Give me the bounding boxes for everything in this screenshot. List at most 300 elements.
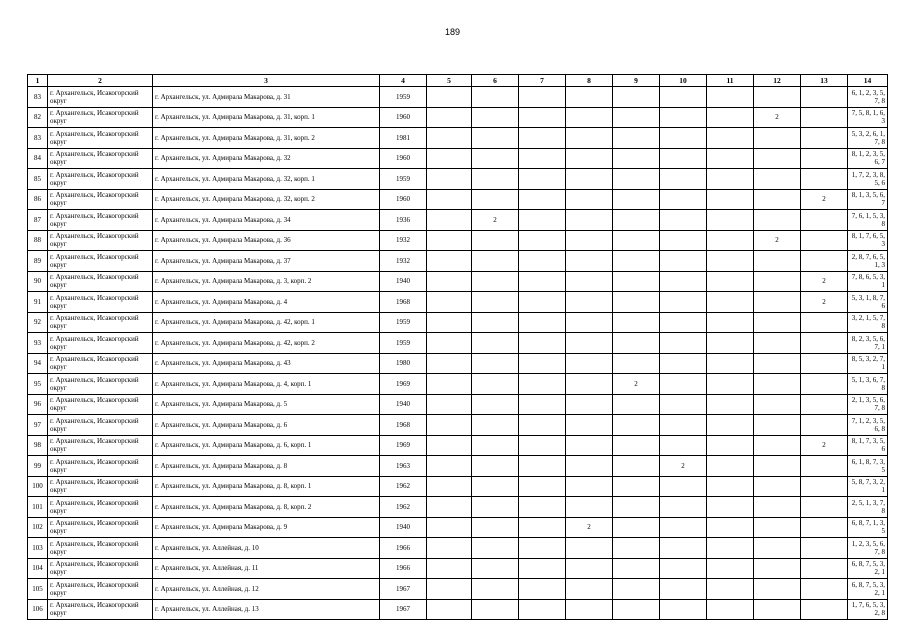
cell-col-10 <box>660 292 707 313</box>
cell-col-8 <box>566 374 613 395</box>
cell-col-13 <box>801 210 848 231</box>
cell-col-11 <box>707 538 754 559</box>
cell-district: г. Архангельск, Исакогорский округ <box>48 374 153 395</box>
table-row <box>28 374 888 395</box>
cell-col-9 <box>613 107 660 128</box>
cell-col-8 <box>566 107 613 128</box>
cell-col-10 <box>660 353 707 374</box>
cell-col-13 <box>801 476 848 497</box>
cell-col-6 <box>472 374 519 395</box>
cell-col-6 <box>472 599 519 620</box>
table-row <box>28 517 888 538</box>
cell-col-10 <box>660 251 707 272</box>
cell-col-8 <box>566 230 613 251</box>
cell-col-12 <box>754 456 801 477</box>
cell-district: г. Архангельск, Исакогорский округ <box>48 230 153 251</box>
cell-col-9 <box>613 251 660 272</box>
cell-row-number: 106 <box>28 599 48 620</box>
cell-row-number: 92 <box>28 312 48 333</box>
cell-col-5 <box>427 169 472 190</box>
cell-col-6 <box>472 251 519 272</box>
cell-col-5 <box>427 333 472 354</box>
cell-district: г. Архангельск, Исакогорский округ <box>48 497 153 518</box>
table-row <box>28 353 888 374</box>
cell-year: 1963 <box>380 456 427 477</box>
cell-col-7 <box>519 333 566 354</box>
cell-row-number: 85 <box>28 169 48 190</box>
cell-col-14: 6, 8, 7, 5, 3, 2, 1 <box>848 558 888 579</box>
cell-col-14: 8, 1, 7, 6, 5, 3 <box>848 230 888 251</box>
cell-col-10 <box>660 148 707 169</box>
cell-col-13 <box>801 599 848 620</box>
cell-col-8 <box>566 312 613 333</box>
cell-address: г. Архангельск, ул. Адмирала Макарова, д. 31 <box>153 87 380 108</box>
cell-col-13 <box>801 538 848 559</box>
cell-col-6 <box>472 107 519 128</box>
cell-col-7 <box>519 169 566 190</box>
table-row <box>28 128 888 149</box>
cell-col-6 <box>472 394 519 415</box>
col-header-12: 12 <box>754 75 801 87</box>
cell-col-14: 2, 5, 1, 3, 7, 8 <box>848 497 888 518</box>
cell-col-13 <box>801 558 848 579</box>
page-number: 189 <box>444 27 461 37</box>
cell-row-number: 96 <box>28 394 48 415</box>
cell-col-10 <box>660 579 707 600</box>
cell-col-5 <box>427 394 472 415</box>
cell-col-11 <box>707 230 754 251</box>
cell-col-6 <box>472 558 519 579</box>
cell-col-7 <box>519 374 566 395</box>
cell-col-11 <box>707 517 754 538</box>
cell-col-10 <box>660 189 707 210</box>
cell-district: г. Архангельск, Исакогорский округ <box>48 517 153 538</box>
cell-col-6 <box>472 271 519 292</box>
cell-col-9 <box>613 210 660 231</box>
cell-row-number: 91 <box>28 292 48 313</box>
cell-address: г. Архангельск, ул. Адмирала Макарова, д. 5 <box>153 394 380 415</box>
cell-col-8 <box>566 476 613 497</box>
cell-col-10 <box>660 599 707 620</box>
col-header-4: 4 <box>380 75 427 87</box>
cell-year: 1967 <box>380 599 427 620</box>
cell-col-12 <box>754 394 801 415</box>
cell-col-9 <box>613 599 660 620</box>
cell-col-10 <box>660 271 707 292</box>
cell-address: г. Архангельск, ул. Адмирала Макарова, д. 31, корп. 2 <box>153 128 380 149</box>
cell-year: 1968 <box>380 415 427 436</box>
cell-col-9 <box>613 271 660 292</box>
cell-col-8 <box>566 169 613 190</box>
cell-col-11 <box>707 107 754 128</box>
table-row <box>28 333 888 354</box>
cell-col-6: 2 <box>472 210 519 231</box>
cell-col-11 <box>707 476 754 497</box>
cell-col-7 <box>519 128 566 149</box>
cell-col-14: 1, 7, 6, 5, 3, 2, 8 <box>848 599 888 620</box>
cell-col-10 <box>660 517 707 538</box>
cell-col-9 <box>613 579 660 600</box>
cell-col-9 <box>613 169 660 190</box>
cell-col-12 <box>754 333 801 354</box>
cell-col-10 <box>660 128 707 149</box>
cell-col-13: 2 <box>801 189 848 210</box>
cell-year: 1966 <box>380 538 427 559</box>
cell-col-5 <box>427 456 472 477</box>
cell-col-12: 2 <box>754 107 801 128</box>
col-header-11: 11 <box>707 75 754 87</box>
cell-address: г. Архангельск, ул. Адмирала Макарова, д. 34 <box>153 210 380 231</box>
table-row <box>28 538 888 559</box>
cell-col-8 <box>566 210 613 231</box>
cell-address: г. Архангельск, ул. Адмирала Макарова, д. 4, корп. 1 <box>153 374 380 395</box>
cell-col-13 <box>801 169 848 190</box>
cell-address: г. Архангельск, ул. Адмирала Макарова, д. 32, корп. 2 <box>153 189 380 210</box>
cell-col-11 <box>707 415 754 436</box>
cell-col-8 <box>566 394 613 415</box>
cell-col-12 <box>754 579 801 600</box>
cell-col-14: 2, 8, 7, 6, 5, 1, 3 <box>848 251 888 272</box>
cell-col-9 <box>613 394 660 415</box>
cell-row-number: 99 <box>28 456 48 477</box>
table-row <box>28 230 888 251</box>
col-header-2: 2 <box>48 75 153 87</box>
cell-col-14: 8, 5, 3, 2, 7, 1 <box>848 353 888 374</box>
cell-col-9 <box>613 456 660 477</box>
cell-row-number: 86 <box>28 189 48 210</box>
cell-col-10 <box>660 312 707 333</box>
cell-col-14: 8, 1, 2, 3, 5, 6, 7 <box>848 148 888 169</box>
cell-col-12 <box>754 128 801 149</box>
cell-row-number: 90 <box>28 271 48 292</box>
cell-col-11 <box>707 128 754 149</box>
cell-address: г. Архангельск, ул. Адмирала Макарова, д. 8 <box>153 456 380 477</box>
cell-col-13 <box>801 251 848 272</box>
cell-col-7 <box>519 517 566 538</box>
cell-year: 1980 <box>380 353 427 374</box>
table-row <box>28 169 888 190</box>
cell-col-6 <box>472 128 519 149</box>
cell-year: 1960 <box>380 148 427 169</box>
cell-district: г. Архангельск, Исакогорский округ <box>48 476 153 497</box>
cell-col-9 <box>613 189 660 210</box>
registry-table <box>27 74 888 620</box>
col-header-9: 9 <box>613 75 660 87</box>
cell-col-10 <box>660 374 707 395</box>
cell-col-10 <box>660 210 707 231</box>
cell-col-13 <box>801 517 848 538</box>
cell-year: 1968 <box>380 292 427 313</box>
cell-col-6 <box>472 476 519 497</box>
table-row <box>28 558 888 579</box>
cell-col-9 <box>613 353 660 374</box>
cell-year: 1967 <box>380 579 427 600</box>
cell-district: г. Архангельск, Исакогорский округ <box>48 148 153 169</box>
cell-year: 1932 <box>380 251 427 272</box>
cell-address: г. Архангельск, ул. Адмирала Макарова, д. 42, корп. 2 <box>153 333 380 354</box>
cell-address: г. Архангельск, ул. Адмирала Макарова, д. 36 <box>153 230 380 251</box>
cell-address: г. Архангельск, ул. Адмирала Макарова, д. 3, корп. 2 <box>153 271 380 292</box>
cell-district: г. Архангельск, Исакогорский округ <box>48 456 153 477</box>
cell-col-11 <box>707 435 754 456</box>
cell-address: г. Архангельск, ул. Адмирала Макарова, д. 31, корп. 1 <box>153 107 380 128</box>
cell-district: г. Архангельск, Исакогорский округ <box>48 599 153 620</box>
cell-col-5 <box>427 517 472 538</box>
cell-col-5 <box>427 128 472 149</box>
table-row <box>28 579 888 600</box>
table-row <box>28 148 888 169</box>
cell-year: 1940 <box>380 517 427 538</box>
cell-col-14: 6, 1, 8, 7, 3, 5 <box>848 456 888 477</box>
cell-year: 1969 <box>380 435 427 456</box>
cell-district: г. Архангельск, Исакогорский округ <box>48 415 153 436</box>
cell-row-number: 93 <box>28 333 48 354</box>
cell-col-6 <box>472 333 519 354</box>
cell-row-number: 87 <box>28 210 48 231</box>
cell-col-9 <box>613 558 660 579</box>
cell-col-11 <box>707 558 754 579</box>
cell-col-9: 2 <box>613 374 660 395</box>
cell-col-10 <box>660 476 707 497</box>
cell-col-14: 5, 3, 1, 8, 7, 6 <box>848 292 888 313</box>
cell-row-number: 89 <box>28 251 48 272</box>
cell-col-12 <box>754 435 801 456</box>
cell-col-12 <box>754 169 801 190</box>
cell-col-9 <box>613 497 660 518</box>
cell-col-6 <box>472 230 519 251</box>
table-row <box>28 394 888 415</box>
cell-year: 1959 <box>380 87 427 108</box>
cell-col-14: 8, 2, 3, 5, 6, 7, 1 <box>848 333 888 354</box>
col-header-8: 8 <box>566 75 613 87</box>
cell-col-7 <box>519 476 566 497</box>
col-header-1: 1 <box>28 75 48 87</box>
cell-col-11 <box>707 271 754 292</box>
cell-district: г. Архангельск, Исакогорский округ <box>48 353 153 374</box>
table-row <box>28 599 888 620</box>
cell-col-8 <box>566 415 613 436</box>
cell-year: 1940 <box>380 271 427 292</box>
cell-col-14: 1, 7, 2, 3, 8, 5, 6 <box>848 169 888 190</box>
cell-col-6 <box>472 415 519 436</box>
cell-col-14: 7, 5, 8, 1, 6, 3 <box>848 107 888 128</box>
cell-address: г. Архангельск, ул. Аллейная, д. 10 <box>153 538 380 559</box>
cell-col-12 <box>754 476 801 497</box>
cell-col-6 <box>472 87 519 108</box>
cell-col-8 <box>566 87 613 108</box>
cell-col-5 <box>427 497 472 518</box>
cell-col-9 <box>613 87 660 108</box>
col-header-6: 6 <box>472 75 519 87</box>
table-row <box>28 210 888 231</box>
cell-address: г. Архангельск, ул. Аллейная, д. 13 <box>153 599 380 620</box>
cell-district: г. Архангельск, Исакогорский округ <box>48 538 153 559</box>
col-header-14: 14 <box>848 75 888 87</box>
cell-col-7 <box>519 394 566 415</box>
cell-year: 1959 <box>380 312 427 333</box>
cell-col-11 <box>707 87 754 108</box>
cell-col-14: 6, 1, 2, 3, 5, 7, 8 <box>848 87 888 108</box>
cell-col-7 <box>519 251 566 272</box>
cell-col-7 <box>519 599 566 620</box>
cell-row-number: 88 <box>28 230 48 251</box>
cell-address: г. Архангельск, ул. Адмирала Макарова, д. 32 <box>153 148 380 169</box>
cell-col-12 <box>754 148 801 169</box>
table-row <box>28 87 888 108</box>
cell-col-7 <box>519 456 566 477</box>
cell-col-8 <box>566 558 613 579</box>
cell-col-6 <box>472 435 519 456</box>
cell-address: г. Архангельск, ул. Адмирала Макарова, д. 43 <box>153 353 380 374</box>
cell-col-10 <box>660 558 707 579</box>
cell-col-13 <box>801 107 848 128</box>
cell-col-13 <box>801 312 848 333</box>
cell-address: г. Архангельск, ул. Адмирала Макарова, д. 6, корп. 1 <box>153 435 380 456</box>
col-header-5: 5 <box>427 75 472 87</box>
table-body <box>28 87 888 620</box>
cell-district: г. Архангельск, Исакогорский округ <box>48 435 153 456</box>
cell-year: 1959 <box>380 333 427 354</box>
cell-col-11 <box>707 456 754 477</box>
cell-address: г. Архангельск, ул. Адмирала Макарова, д. 32, корп. 1 <box>153 169 380 190</box>
cell-col-12 <box>754 538 801 559</box>
cell-col-12 <box>754 599 801 620</box>
cell-col-13 <box>801 415 848 436</box>
cell-col-9 <box>613 148 660 169</box>
cell-col-7 <box>519 230 566 251</box>
cell-col-8 <box>566 271 613 292</box>
cell-col-7 <box>519 189 566 210</box>
cell-district: г. Архангельск, Исакогорский округ <box>48 128 153 149</box>
cell-col-9 <box>613 517 660 538</box>
cell-col-12 <box>754 210 801 231</box>
cell-year: 1932 <box>380 230 427 251</box>
cell-col-6 <box>472 189 519 210</box>
cell-col-7 <box>519 87 566 108</box>
cell-col-5 <box>427 292 472 313</box>
cell-district: г. Архангельск, Исакогорский округ <box>48 107 153 128</box>
cell-district: г. Архангельск, Исакогорский округ <box>48 394 153 415</box>
cell-col-11 <box>707 353 754 374</box>
cell-row-number: 101 <box>28 497 48 518</box>
cell-col-5 <box>427 374 472 395</box>
table-row <box>28 456 888 477</box>
cell-col-14: 7, 8, 6, 5, 3, 1 <box>848 271 888 292</box>
cell-col-5 <box>427 558 472 579</box>
table-row <box>28 292 888 313</box>
cell-col-12 <box>754 87 801 108</box>
cell-col-11 <box>707 374 754 395</box>
cell-district: г. Архангельск, Исакогорский округ <box>48 579 153 600</box>
cell-col-5 <box>427 415 472 436</box>
cell-col-5 <box>427 230 472 251</box>
cell-col-13 <box>801 579 848 600</box>
cell-row-number: 83 <box>28 128 48 149</box>
table-row <box>28 476 888 497</box>
cell-col-6 <box>472 292 519 313</box>
cell-col-6 <box>472 517 519 538</box>
cell-col-14: 5, 3, 2, 6, 1, 7, 8 <box>848 128 888 149</box>
cell-col-8 <box>566 292 613 313</box>
cell-col-10 <box>660 394 707 415</box>
cell-year: 1960 <box>380 189 427 210</box>
table-row <box>28 189 888 210</box>
cell-address: г. Архангельск, ул. Адмирала Макарова, д. 4 <box>153 292 380 313</box>
cell-row-number: 104 <box>28 558 48 579</box>
cell-year: 1960 <box>380 107 427 128</box>
cell-col-7 <box>519 558 566 579</box>
cell-col-8 <box>566 579 613 600</box>
cell-col-13 <box>801 87 848 108</box>
cell-col-9 <box>613 415 660 436</box>
cell-col-13 <box>801 148 848 169</box>
cell-district: г. Архангельск, Исакогорский округ <box>48 251 153 272</box>
cell-district: г. Архангельск, Исакогорский округ <box>48 189 153 210</box>
cell-col-13 <box>801 128 848 149</box>
cell-col-5 <box>427 189 472 210</box>
cell-col-5 <box>427 312 472 333</box>
col-header-3: 3 <box>153 75 380 87</box>
cell-row-number: 84 <box>28 148 48 169</box>
cell-address: г. Архангельск, ул. Аллейная, д. 12 <box>153 579 380 600</box>
cell-col-11 <box>707 312 754 333</box>
cell-col-14: 5, 8, 7, 3, 2, 1 <box>848 476 888 497</box>
cell-year: 1962 <box>380 497 427 518</box>
col-header-13: 13 <box>801 75 848 87</box>
cell-col-13 <box>801 333 848 354</box>
cell-col-11 <box>707 210 754 231</box>
cell-col-9 <box>613 435 660 456</box>
cell-col-8 <box>566 148 613 169</box>
cell-col-11 <box>707 333 754 354</box>
cell-year: 1981 <box>380 128 427 149</box>
cell-col-7 <box>519 579 566 600</box>
cell-col-10 <box>660 169 707 190</box>
cell-col-10 <box>660 435 707 456</box>
cell-address: г. Архангельск, ул. Аллейная, д. 11 <box>153 558 380 579</box>
cell-col-9 <box>613 538 660 559</box>
cell-col-10 <box>660 538 707 559</box>
cell-col-12 <box>754 517 801 538</box>
cell-district: г. Архангельск, Исакогорский округ <box>48 292 153 313</box>
cell-col-12 <box>754 497 801 518</box>
cell-col-5 <box>427 579 472 600</box>
cell-col-12 <box>754 558 801 579</box>
cell-col-5 <box>427 107 472 128</box>
cell-col-7 <box>519 148 566 169</box>
cell-col-10 <box>660 497 707 518</box>
cell-col-13 <box>801 394 848 415</box>
cell-row-number: 95 <box>28 374 48 395</box>
cell-col-5 <box>427 148 472 169</box>
cell-col-14: 5, 1, 3, 6, 7, 8 <box>848 374 888 395</box>
cell-col-11 <box>707 169 754 190</box>
cell-col-12 <box>754 415 801 436</box>
cell-col-8 <box>566 353 613 374</box>
table-row <box>28 107 888 128</box>
cell-col-14: 6, 8, 7, 1, 3, 5 <box>848 517 888 538</box>
cell-col-11 <box>707 189 754 210</box>
cell-col-13: 2 <box>801 435 848 456</box>
cell-col-6 <box>472 312 519 333</box>
cell-col-6 <box>472 353 519 374</box>
cell-col-5 <box>427 435 472 456</box>
cell-col-11 <box>707 497 754 518</box>
cell-address: г. Архангельск, ул. Адмирала Макарова, д. 42, корп. 1 <box>153 312 380 333</box>
cell-col-12 <box>754 374 801 395</box>
cell-col-13 <box>801 497 848 518</box>
cell-col-6 <box>472 538 519 559</box>
